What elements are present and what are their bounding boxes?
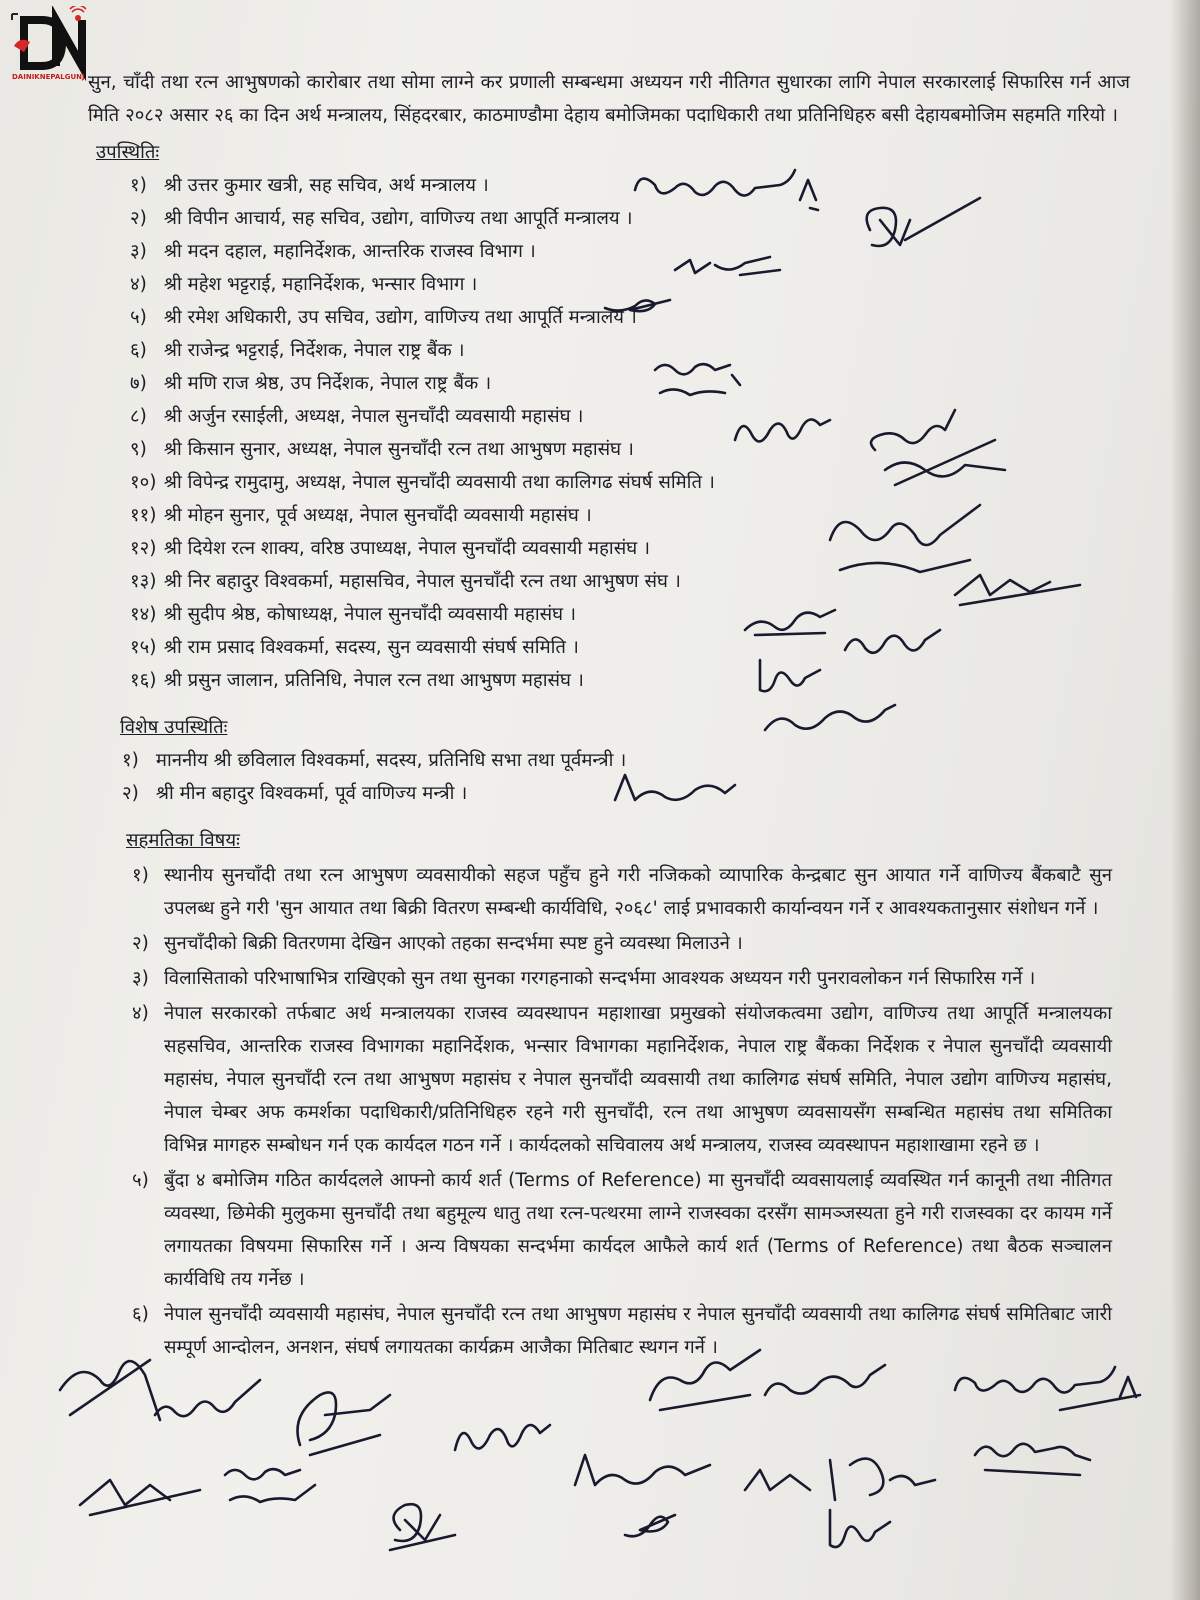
agreement-item: ५) बुँदा ४ बमोजिम गठित कार्यदलले आफ्नो कार्य शर्त (Terms of Reference) मा सुनचाँदी व्यवसायलाई व्यवस्थित गर्न कानूनी तथा नीतिगत व्यवस्था, छिमेकी मुलुकमा सुनचाँदी तथा बहुमूल्य धातु तथा रत्न-पत्थरमा लाग्ने राजस्वका दरसँग सामञ्जस्यता हुने गरी राजस्वका दर कायम गर्ने लगायतका विषयमा सिफारिस गर्ने । अन्य विषयका सन्दर्भमा कार्यदल आफैले कार्य शर्त (Terms of Reference) तथा बैठक सञ्चालन कार्यविधि तय गर्नेछ । [132, 1170, 1112, 1290]
signature [855, 400, 1015, 510]
signature [370, 1490, 460, 1560]
agreement-item: ६) नेपाल सुनचाँदी व्यवसायी महासंघ, नेपाल सुनचाँदी रत्न तथा आभुषण महासंघ र नेपाल सुनचाँदी व्यवसायी तथा कालिगढ संघर्ष समितिबाट जारी सम्पूर्ण आन्दोलन, अनशन, संघर्ष लगायतका कार्यक्रम आजैका मितिबाट स्थगन गर्ने । [132, 1304, 1112, 1358]
attendee-item: १३) श्री निर बहादुर विश्वकर्मा, महासचिव, नेपाल सुनचाँदी रत्न तथा आभुषण संघ । [130, 571, 681, 592]
signature [600, 288, 680, 318]
signature [610, 765, 740, 810]
attendee-item: ४) श्री महेश भट्टराई, महानिर्देशक, भन्सार विभाग । [130, 274, 478, 295]
signature [570, 1440, 720, 1500]
attendee-item: ९) श्री किसान सुनार, अध्यक्ष, नेपाल सुनचाँदी रत्न तथा आभुषण महासंघ । [130, 439, 634, 460]
attendee-item: १६) श्री प्रसुन जालान, प्रतिनिधि, नेपाल रत्न तथा आभुषण महासंघ । [130, 670, 584, 691]
special-attendee-item: १) माननीय श्री छविलाल विश्वकर्मा, सदस्य, प्रतिनिधि सभा तथा पूर्वमन्त्री । [122, 750, 627, 771]
signature [450, 1405, 560, 1465]
signature [280, 1375, 400, 1465]
signature [640, 1340, 770, 1420]
signature [730, 405, 840, 455]
attendee-item: १५) श्री राम प्रसाद विश्वकर्मा, सदस्य, सुन व्यवसायी संघर्ष समिति । [130, 637, 579, 658]
intro-paragraph: सुन, चाँदी तथा रत्न आभुषणको कारोबार तथा सोमा लाग्ने कर प्रणाली सम्बन्धमा अध्ययन गरी नीतिगत सुधारका लागि नेपाल सरकारलाई सिफारिस गर्न आज मिति २०८२ असार २६ का दिन अर्थ मन्त्रालय, सिंहदरबार, काठमाण्डौमा देहाय बमोजिमका पदाधिकारी तथा प्रतिनिधिहरु बसी देहायबमोजिम सहमति गरियो । [88, 72, 1130, 126]
attendance-heading: उपस्थितिः [96, 142, 160, 163]
signature [70, 1460, 210, 1520]
svg-text:DAINIKNEPALGUNJ: DAINIKNEPALGUNJ [12, 73, 85, 81]
signature [760, 1350, 890, 1410]
signature [820, 1500, 900, 1560]
special-attendee-item: २) श्री मीन बहादुर विश्वकर्मा, पूर्व वाणिज्य मन्त्री । [122, 783, 468, 804]
attendee-item: ८) श्री अर्जुन रसाईली, अध्यक्ष, नेपाल सुनचाँदी व्यवसायी महासंघ । [130, 406, 584, 427]
signature [650, 355, 750, 405]
signature [215, 1460, 325, 1515]
attendee-item: ३) श्री मदन दहाल, महानिर्देशक, आन्तरिक राजस्व विभाग । [130, 241, 536, 262]
attendee-item: १०) श्री विपेन्द्र रामुदामु, अध्यक्ष, नेपाल सुनचाँदी व्यवसायी तथा कालिगढ संघर्ष समिति । [130, 472, 715, 493]
agreement-item: १) स्थानीय सुनचाँदी तथा रत्न आभुषण व्यवसायीको सहज पहुँच हुने गरी नजिकको व्यापारिक केन्द्रबाट सुन आयात गर्ने वाणिज्य बैंकबाटै सुन उपलब्ध हुने गरी 'सुन आयात तथा बिक्री वितरण सम्बन्धी कार्यविधि, २०६८' लाई प्रभावकारी कार्यान्वयन गर्ने र आवश्यकतानुसार संशोधन गर्ने । [132, 865, 1112, 919]
signature [620, 1500, 680, 1545]
agreement-list [70, 859, 1130, 1364]
attendee-item: ११) श्री मोहन सुनार, पूर्व अध्यक्ष, नेपाल सुनचाँदी व्यवसायी महासंघ । [130, 505, 592, 526]
agreement-item: ४) नेपाल सरकारको तर्फबाट अर्थ मन्त्रालयका राजस्व व्यवस्थापन महाशाखा प्रमुखको संयोजकत्वमा उद्योग, वाणिज्य तथा आपूर्ति मन्त्रालयका सहसचिव, आन्तरिक राजस्व विभागका महानिर्देशक, भन्सार विभागका महानिर्देशक, नेपाल राष्ट्र बैंकका निर्देशक र नेपाल सुनचाँदी व्यवसायी महासंघ, नेपाल सुनचाँदी रत्न तथा आभुषण महासंघ र नेपाल सुनचाँदी व्यवसायी तथा कालिगढ संघर्ष समिति, नेपाल उद्योग वाणिज्य महासंघ, नेपाल चेम्बर अफ कमर्शका पदाधिकारी/प्रतिनिधिहरु रहने गरी सुनचाँदी, रत्न तथा आभुषण व्यवसायसँग सम्बन्धित महासंघ तथा समितिका विभिन्न मागहरु सम्बोधन गर्न एक कार्यदल गठन गर्ने । कार्यदलको सचिवालय अर्थ मन्त्रालय, राजस्व व्यवस्थापन महाशाखामा रहने छ । [132, 1003, 1112, 1156]
signature [150, 1370, 270, 1430]
signature [630, 160, 830, 230]
attendee-item: ५) श्री रमेश अधिकारी, उप सचिव, उद्योग, वाणिज्य तथा आपूर्ति मन्त्रालय । [130, 307, 637, 328]
attendee-item: ६) श्री राजेन्द्र भट्टराई, निर्देशक, नेपाल राष्ट्र बैंक । [130, 340, 465, 361]
special-attendance-list [70, 744, 1130, 810]
signature [950, 560, 1090, 610]
signature [760, 690, 900, 740]
agreement-item: ३) विलासिताको परिभाषाभित्र राखिएको सुन तथा सुनका गरगहनाको सन्दर्भमा आवश्यक अध्ययन गरी पुनरावलोकन गर्न सिफारिस गर्ने । [132, 968, 1036, 989]
attendee-item: १२) श्री दियेश रत्न शाक्य, वरिष्ठ उपाध्यक्ष, नेपाल सुनचाँदी व्यवसायी महासंघ । [130, 538, 651, 559]
agreement-item: २) सुनचाँदीको बिक्री वितरणमा देखिन आएको तहका सन्दर्भमा स्पष्ट हुने व्यवस्था मिलाउने । [132, 933, 743, 954]
attendee-item: १) श्री उत्तर कुमार खत्री, सह सचिव, अर्थ मन्त्रालय । [130, 175, 489, 196]
special-attendance-heading: विशेष उपस्थितिः [120, 717, 228, 738]
signature [840, 620, 950, 670]
page-edge-shadow [1170, 0, 1200, 1600]
signature [740, 595, 840, 640]
signature [950, 1355, 1150, 1425]
signature [970, 1430, 1100, 1485]
signature [850, 190, 990, 270]
attendee-item: ७) श्री मणि राज श्रेष्ठ, उप निर्देशक, नेपाल राष्ट्र बैंक । [130, 373, 492, 394]
attendee-item: १४) श्री सुदीप श्रेष्ठ, कोषाध्यक्ष, नेपाल सुनचाँदी व्यवसायी महासंघ । [130, 604, 576, 625]
attendee-item: २) श्री विपीन आचार्य, सह सचिव, उद्योग, वाणिज्य तथा आपूर्ति मन्त्रालय । [130, 208, 633, 229]
agreement-heading: सहमतिका विषयः [126, 830, 240, 851]
signature [670, 245, 790, 285]
